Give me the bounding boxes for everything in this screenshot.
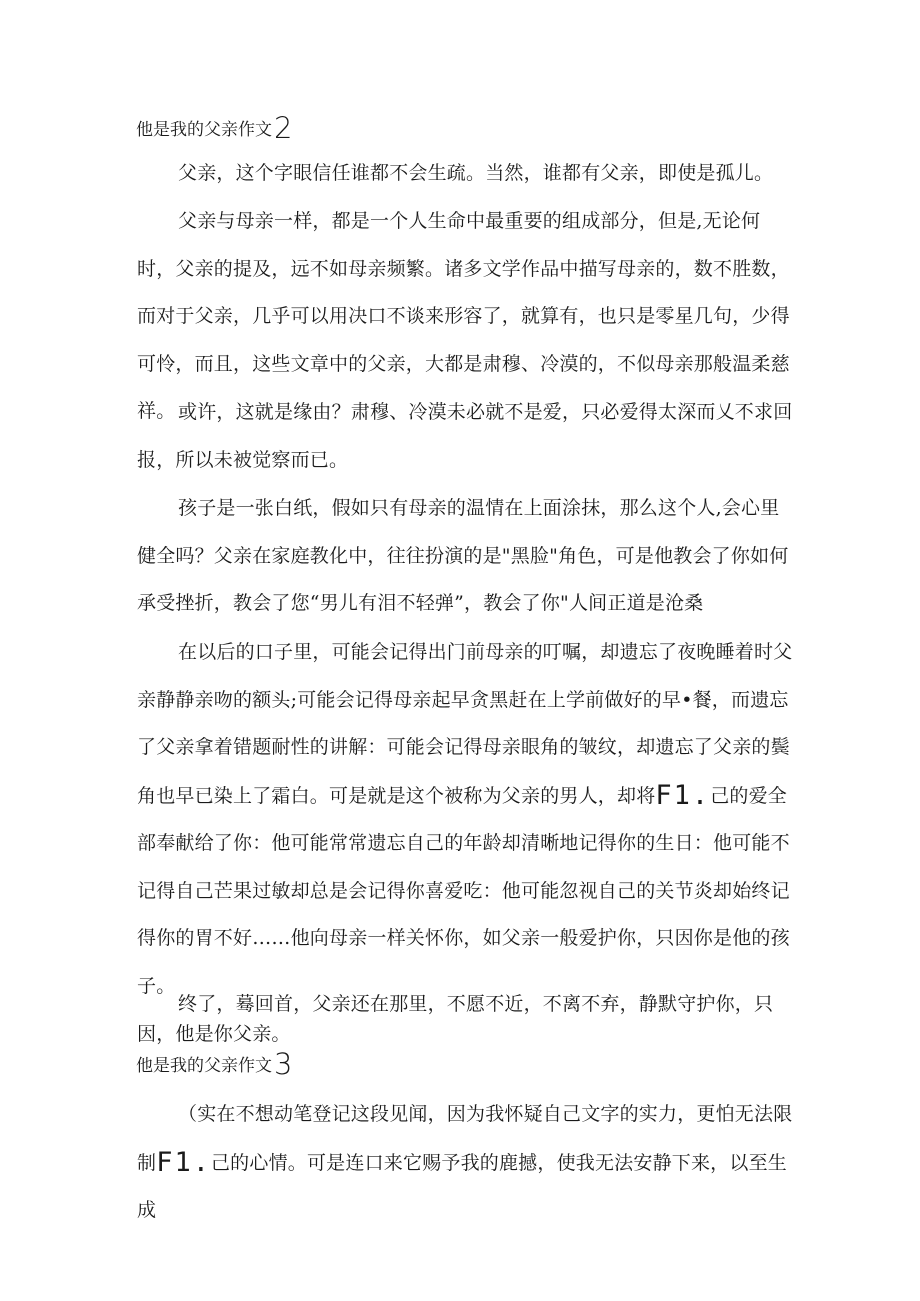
paragraph-1-text: 父亲，这个字眼信任谁都不会生疏。当然，谁都有父亲，即使是孤儿。 xyxy=(178,162,774,184)
paragraph-7-text-b: 己的心情。可是连口来它赐予我的鹿撼，使我无法安静下来，以至生成 xyxy=(137,1151,787,1221)
paragraph-5-text-b: 己的爱全部奉献给了你：他可能常常遗忘自己的年龄却清晰地记得你的生日：他可能不记得自己芒果过敏却总是会记得你喜爱吃：他可能忽视自己的关节炎却始终记得你的胃不好……他向母亲一样关怀你，如父亲一般爱护你，只因你是他的孩子。 xyxy=(137,784,790,997)
section-2-number: 2 xyxy=(274,111,293,145)
section-3-title-text: 他是我的父亲作文 xyxy=(136,1056,272,1076)
paragraph-4 xyxy=(137,485,797,628)
paragraph-7-ocr-glyph: F1. xyxy=(156,1146,211,1178)
paragraph-2-text: 父亲与母亲一样，都是一个人生命中最重要的组成部分，但是,无论何时，父亲的提及，远不如母亲频繁。诸多文学作品中描写母亲的，数不胜数，而对于父亲，几乎可以用决口不谈来形容了，就算有，也只是零星几句，少得可怜，而且，这些文章中的父亲，大都是肃穆、冷漠的，不似母亲那般温柔慈祥。 xyxy=(137,210,790,422)
paragraph-3 xyxy=(137,389,797,484)
paragraph-5-ocr-glyph: F1. xyxy=(655,779,711,811)
section-3-number: 3 xyxy=(274,1047,293,1081)
paragraph-4-text: 孩子是一张白纸，假如只有母亲的温情在上面涂抹，那么这个人,会心里健全吗？父亲在家庭教化中，往往扮演的是"黑脸"角色，可是他教会了你如何承受挫折，教会了您“男儿有泪不轻弹”，教会了你"人间正道是沧桑 xyxy=(137,497,789,614)
paragraph-5-text-a: 在以后的口子里，可能会记得出门前母亲的叮嘱，却遗忘了夜晚睡着时父亲静静亲吻的额头;可能会记得母亲起早贪黑赶在上学前做好的早•餐，而遗忘了父亲拿着错题耐性的讲解：可能会记得母亲眼角的皱纹，却遗忘了父亲的鬓角也早已染上了霜白。可是就是这个被称为父亲的男人，却将 xyxy=(137,641,793,807)
section-3-title xyxy=(136,1049,292,1081)
paragraph-7 xyxy=(137,1091,797,1235)
paragraph-5 xyxy=(137,629,797,1010)
paragraph-7-text-a: （实在不想动笔登记这段见闻，因为我怀疑自己文字的实力，更怕无法限制 xyxy=(137,1103,793,1174)
paragraph-1 xyxy=(137,150,797,198)
section-2-title xyxy=(136,113,292,145)
section-2-title-text: 他是我的父亲作文 xyxy=(136,120,272,140)
paragraph-6-text: 终了，蓦回首，父亲还在那里，不愿不近，不离不弃，静默守护你，只因，他是你父亲。 xyxy=(137,993,774,1045)
paragraph-3-text: 或许，这就是缘由？肃穆、冷漠未必就不是爱，只必爱得太深而乂不求回报，所以未被觉察而已。 xyxy=(137,401,793,471)
paragraph-6 xyxy=(137,989,797,1049)
